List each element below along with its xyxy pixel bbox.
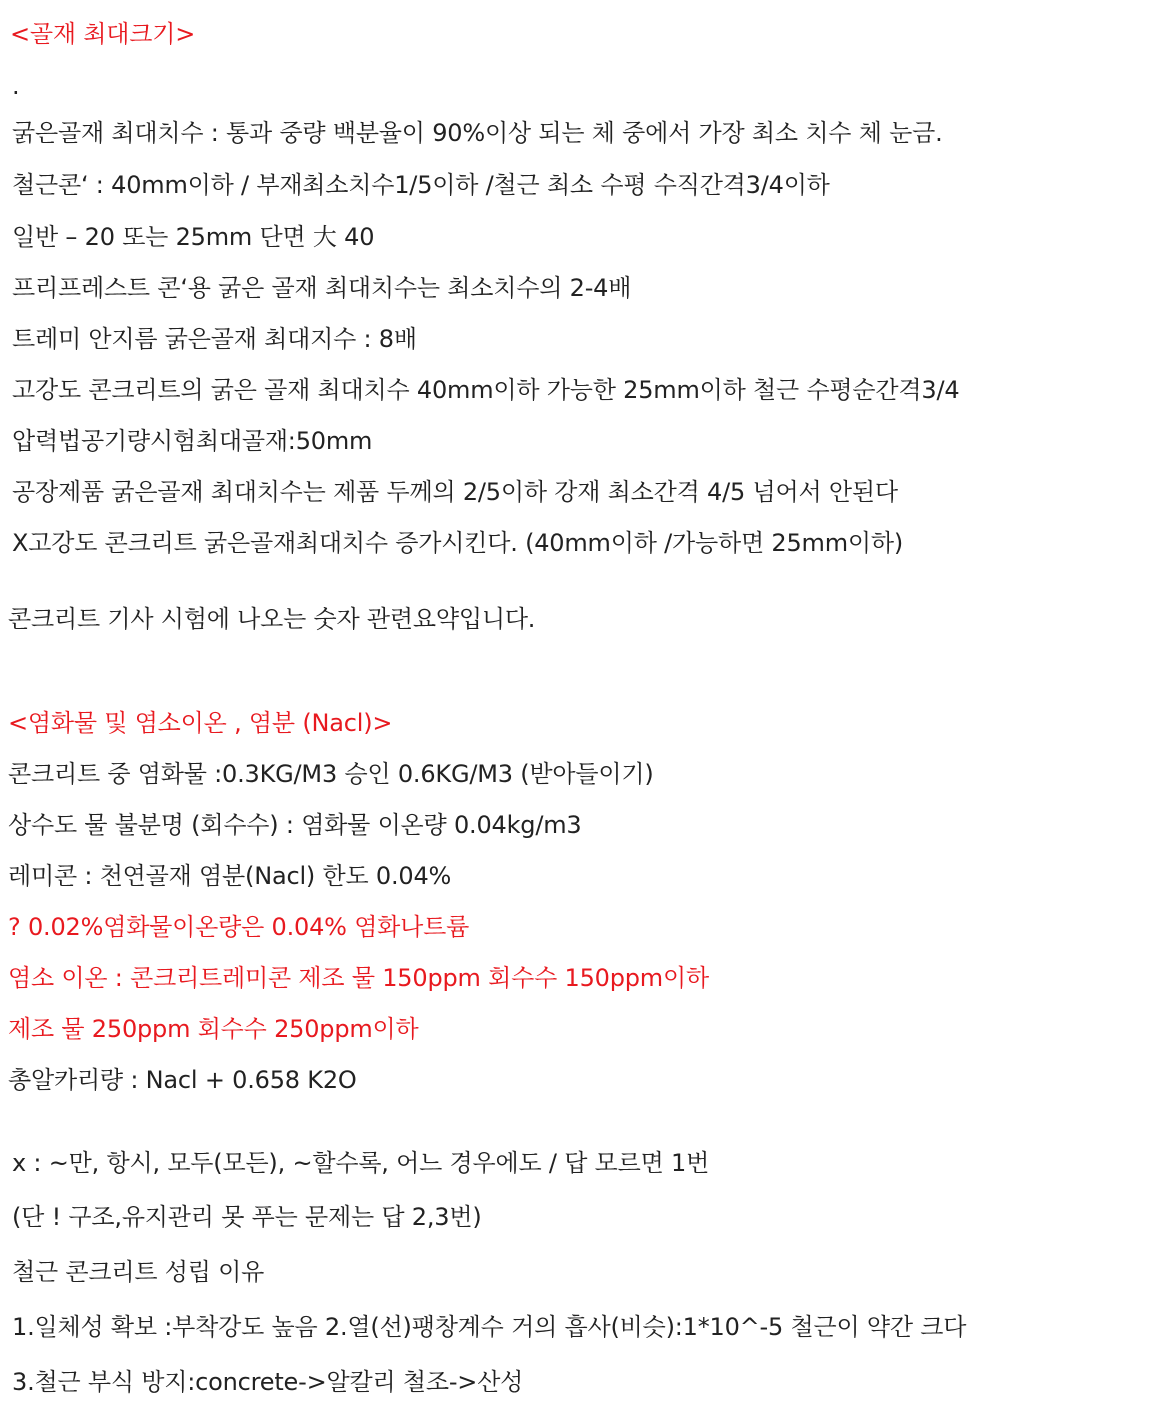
text-line: 3.철근 부식 방지:concrete->알칼리 철조->산성	[12, 1368, 524, 1396]
text-line: 고강도 콘크리트의 굵은 골재 최대치수 40mm이하 가능한 25mm이하 철근 수평순간격3/4	[12, 376, 960, 404]
summary-text: 콘크리트 기사 시험에 나오는 숫자 관련요약입니다.	[8, 605, 536, 633]
text-line: 일반 – 20 또는 25mm 단면 大 40	[12, 223, 375, 251]
text-line: 굵은골재 최대치수 : 통과 중량 백분율이 90%이상 되는 체 중에서 가장 최소 치수 체 눈금.	[12, 119, 943, 147]
text-line: 트레미 안지름 굵은골재 최대지수 : 8배	[12, 325, 417, 353]
text-line: x : ~만, 항시, 모두(모든), ~할수록, 어느 경우에도 / 답 모르면 1번	[12, 1149, 710, 1177]
text-line: X고강도 콘크리트 굵은골재최대치수 증가시킨다. (40mm이하 /가능하면 25mm이하)	[12, 529, 904, 557]
text-line: 레미콘 : 천연골재 염분(Nacl) 한도 0.04%	[8, 862, 452, 890]
text-line: 총알카리량 : Nacl + 0.658 K2O	[8, 1066, 357, 1094]
text-line: 공장제품 굵은골재 최대치수는 제품 두께의 2/5이하 강재 최소간격 4/5 넘어서 안된다	[12, 478, 898, 506]
text-line: 콘크리트 중 염화물 :0.3KG/M3 승인 0.6KG/M3 (받아들이기)	[8, 760, 654, 788]
dot-marker: .	[12, 72, 20, 100]
text-line: 압력법공기량시험최대골재:50mm	[12, 427, 373, 455]
text-line: 상수도 물 불분명 (회수수) : 염화물 이온량 0.04kg/m3	[8, 811, 582, 839]
text-line: (단 ! 구조,유지관리 못 푸는 문제는 답 2,3번)	[12, 1203, 482, 1231]
text-line: 철근 콘크리트 성립 이유	[12, 1258, 265, 1286]
text-line: 1.일체성 확보 :부착강도 높음 2.열(선)팽창계수 거의 흡사(비슷):1*10^-5 철근이 약간 크다	[12, 1313, 967, 1341]
highlight-line: 제조 물 250ppm 회수수 250ppm이하	[8, 1015, 419, 1043]
highlight-line: 염소 이온 : 콘크리트레미콘 제조 물 150ppm 회수수 150ppm이하	[8, 964, 709, 992]
text-line: 철근콘‘ : 40mm이하 / 부재최소치수1/5이하 /철근 최소 수평 수직간격3/4이하	[12, 171, 830, 199]
section-heading-chloride: <염화물 및 염소이온 , 염분 (Nacl)>	[8, 709, 393, 737]
section-heading-aggregate: <골재 최대크기>	[10, 20, 196, 48]
text-line: 프리프레스트 콘‘용 굵은 골재 최대치수는 최소치수의 2-4배	[12, 274, 632, 302]
highlight-line: ? 0.02%염화물이온량은 0.04% 염화나트륨	[8, 913, 470, 941]
